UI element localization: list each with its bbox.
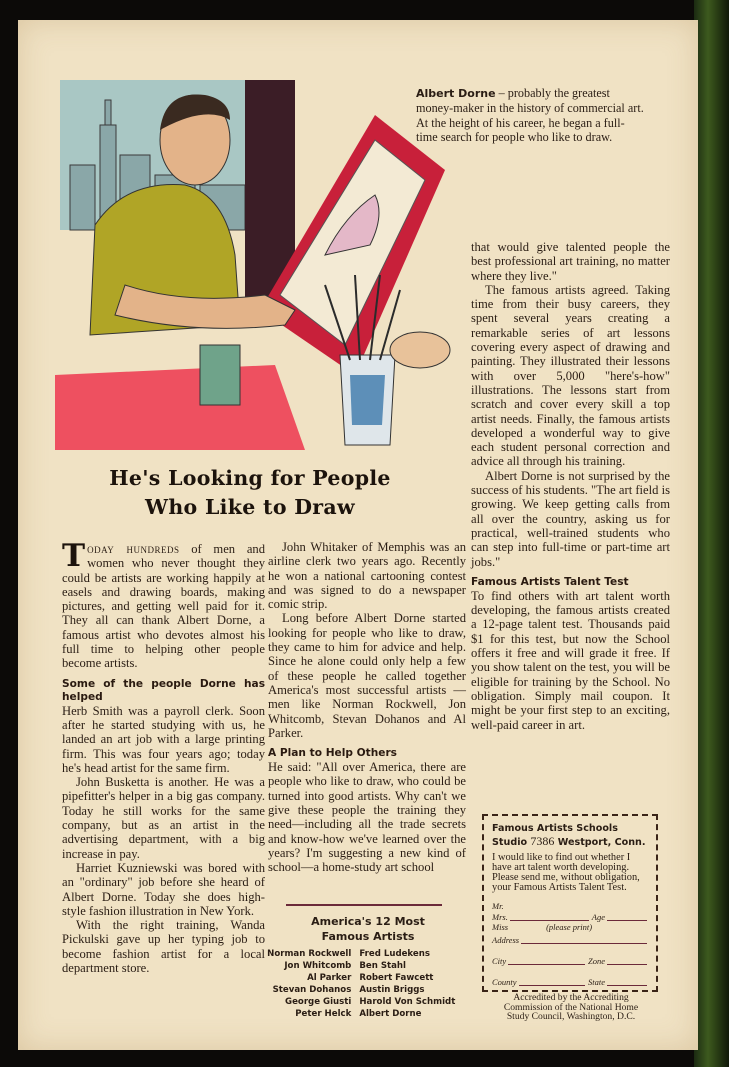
paragraph: Harriet Kuzniewski was bored with an "ordinary" job before she heard of Albert Dorne. Today she does high-style fashion illustration in New York. (62, 860, 265, 918)
city-input-line[interactable] (508, 955, 585, 965)
divider (286, 904, 442, 906)
please-print-note: (please print) (546, 922, 593, 932)
artist-name: Robert Fawcett (359, 973, 434, 984)
drafting-table (55, 365, 305, 450)
section-heading: Famous Artists Talent Test (471, 575, 629, 588)
field-label: County (492, 977, 517, 987)
caption-text: – probably the greatest money-maker in the history of commercial art. At the height of his career, he began a full-time search for people who like to draw. (416, 86, 644, 144)
artist-name: Fred Ludekens (359, 949, 430, 959)
field-label: Address (492, 935, 520, 945)
paragraph: The famous artists agreed. Taking time from their busy careers, they spent several years creating a remarkable series of art lessons covering every aspect of drawing and painting. They illustrated their lessons with over 5,000 "here's-how" illustrations. The lessons start from scratch and cover every skill a top artist needs. Finally, the famous artists developed a wonderful way to give each student personal correction and advice all through his training. (471, 282, 670, 469)
name-input-line[interactable] (510, 911, 589, 921)
page-title (60, 464, 440, 522)
accreditation-note: Accredited by the Accrediting Commission of the National Home Study Council, Washington, D.C. (503, 992, 639, 1023)
mail-coupon[interactable] (482, 814, 658, 1023)
illustration-caption (416, 86, 646, 144)
section-heading: Some of the people Dorne has helped (62, 677, 265, 703)
artist-name: Harold Von Schmidt (359, 997, 456, 1008)
headline-line-1: He's Looking for People (109, 466, 391, 490)
paragraph: With the right training, Wanda Pickulski gave up her typing job to become fashion artist for a local department store. (62, 918, 265, 976)
artists-left (266, 948, 351, 1021)
artist-name: Norman Rockwell (267, 949, 352, 959)
intro-paragraph (62, 538, 265, 671)
state-input-line[interactable] (607, 976, 647, 986)
article-column-2 (268, 540, 466, 875)
artists-title-line: Famous Artists (321, 930, 415, 943)
albert-dorne-illustration (55, 75, 455, 455)
field-label: State (588, 977, 605, 987)
artist-name: Albert Dorne (359, 1009, 422, 1020)
field-label: Mr. (492, 901, 504, 911)
coupon-body: I would like to find out whether I have art talent worth developing. Please send me, without obligation, your Famous Artists Talent Test. (492, 852, 640, 893)
lead-smallcaps: oday hundreds (87, 542, 180, 556)
caption-name: Albert Dorne (416, 87, 496, 100)
address-field[interactable] (492, 934, 650, 945)
artist-name: Austin Briggs (359, 985, 425, 996)
artists-title-line: America's 12 Most (311, 915, 425, 928)
artists-title (268, 914, 468, 944)
artist-name: George Giusti (285, 997, 352, 1008)
drop-cap: T (62, 538, 86, 574)
artist-name: Stevan Dohanos (272, 985, 352, 996)
paragraph: Long before Albert Dorne started looking for people who like to draw, they came to him for advice and help. Since he alone could only help a few of these people he called together America's most successful artists —men like Norman Rockwell, Jon Whitcomb, Stevan Dohanos and Al Parker. (268, 611, 466, 740)
coupon-studio-number: 7386 (530, 834, 555, 848)
paragraph: To find others with art talent worth developing, the famous artists created a 12-page talent test. Thousands paid $1 for this test, but now the School offers it free and will grade it free. If you show talent on the test, you will be eligible for training by the School. No obligation. Simply mail coupon. It might be your first step to an exciting, well-paid career in art. (471, 588, 670, 732)
address-input-line[interactable] (521, 934, 647, 944)
paint-jars (200, 345, 240, 405)
water-bowl (390, 332, 450, 368)
paragraph: Herb Smith was a payroll clerk. Soon after he started studying with us, he landed an art job with a large printing firm. This was four years ago; today he's head artist for the same firm. (62, 703, 265, 775)
field-label: Zone (588, 956, 605, 966)
field-label: City (492, 956, 507, 966)
artist-name: Ben Stahl (359, 961, 406, 972)
county-input-line[interactable] (519, 976, 585, 986)
paragraph: that would give talented people the best professional art training, no matter where they live." (471, 240, 670, 283)
artist-name: Peter Helck (295, 1009, 352, 1020)
paragraph: Albert Dorne is not surprised by the success of his students. "The art field is growing. We keep getting calls from all over the country, asking us for practical, well-trained students who can step into full-time or part-time art jobs." (471, 468, 670, 569)
name-field[interactable] (492, 901, 650, 932)
artist-name: Al Parker (307, 973, 352, 984)
headline-line-2: Who Like to Draw (145, 495, 355, 519)
section-heading: A Plan to Help Others (268, 747, 397, 760)
field-label: Age (591, 912, 605, 922)
coupon-school: Famous Artists Schools (492, 823, 618, 834)
city-zone-field[interactable] (492, 955, 650, 966)
artists-right (359, 948, 466, 1021)
brush-pot-glaze (350, 375, 385, 425)
age-input-line[interactable] (607, 911, 647, 921)
paragraph: John Busketta is another. He was a pipefitter's helper in a big gas company. Today he still works for the same company, but as an artist in the advertising department, with a big increase in pay. (62, 775, 265, 861)
artist-name: Jon Whitcomb (284, 961, 352, 972)
intro-text: of men and women who never thought they could be artists are working happily at easels and drawing boards, making pictures, and getting well paid for it. They all can thank Albert Dorne, a famous artist who devotes almost his full time to helping other people become artists. (62, 542, 265, 671)
article-column-3 (471, 240, 670, 732)
field-label: Mrs. (492, 912, 508, 922)
article-column-1 (62, 538, 265, 976)
coupon-studio-label: Studio (492, 837, 528, 848)
county-state-field[interactable] (492, 976, 650, 987)
adjacent-page-edge (694, 0, 729, 1067)
paragraph: He said: "All over America, there are people who like to draw, who could be turned into good artists. Why can't we give these people the training they need—including all the trade secrets and know-how we've learned over the years? I'm suggesting a new kind of school—a home-study art school (268, 760, 466, 875)
field-label: Miss (492, 922, 509, 932)
paragraph: John Whitaker of Memphis was an airline clerk two years ago. Recently he won a national cartooning contest and was signed to do a newspaper comic strip. (268, 540, 466, 612)
coupon-header (492, 822, 650, 849)
artists-list (266, 948, 466, 1021)
zone-input-line[interactable] (607, 955, 647, 965)
coupon-location: Westport, Conn. (557, 837, 646, 848)
